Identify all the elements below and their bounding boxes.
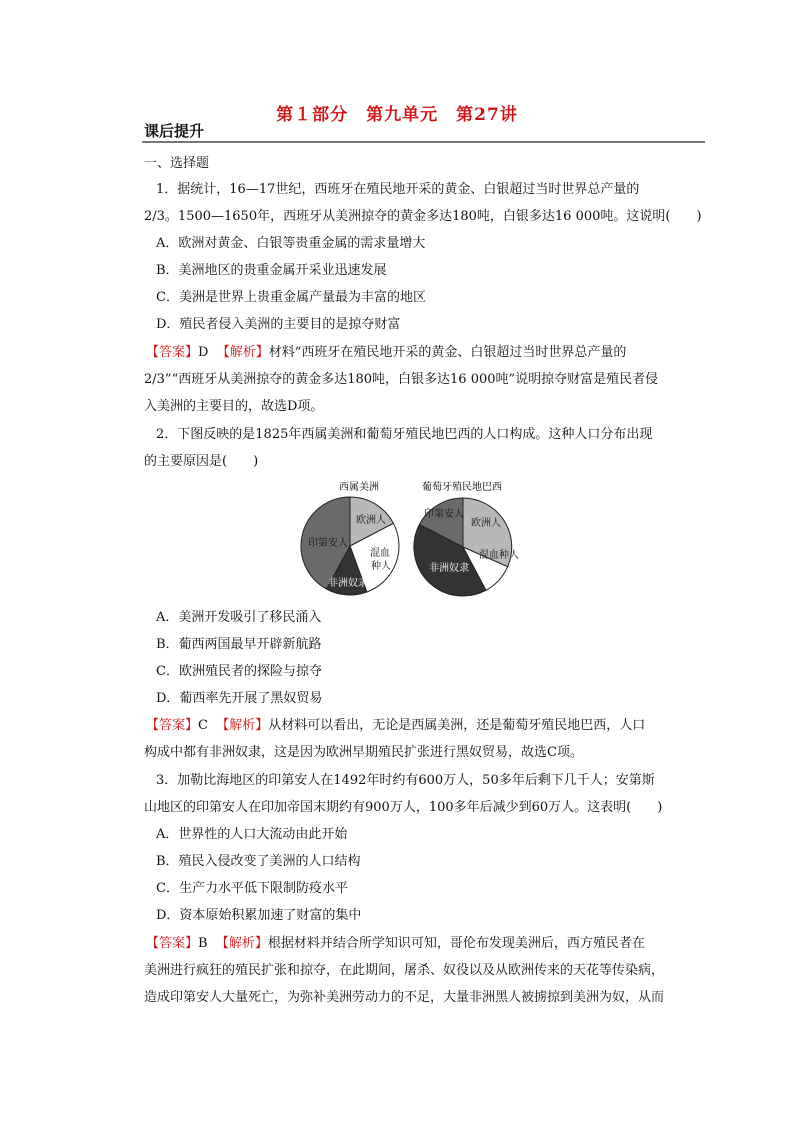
analysis-text: 根据材料并结合所学知识可知，哥伦布发现美洲后，西方殖民者在	[267, 936, 645, 951]
q2-option-c: C．欧洲殖民者的探险与掠夺	[156, 664, 322, 679]
q3-option-c: C．生产力水平低下限制防疫水平	[156, 881, 348, 896]
left-label-slaves: 非洲奴隶	[328, 578, 368, 589]
right-pie-title: 葡萄牙殖民地巴西	[422, 482, 502, 493]
analysis-tag: 【解析】	[216, 345, 269, 360]
population-pie-figure	[295, 480, 520, 600]
right-label-slaves: 非洲奴隶	[429, 563, 469, 574]
q1-option-a: A．欧洲对黄金、白银等贵重金属的需求量增大	[156, 236, 426, 251]
analysis-text: 从材料可以看出，无论是西属美洲，还是葡萄牙殖民地巴西，人口	[268, 718, 646, 733]
q1-stem-line-1: 1．据统计，16—17世纪，西班牙在殖民地开采的黄金、白银超过当时世界总产量的	[156, 182, 640, 197]
q3-stem-line-2: 山地区的印第安人在印加帝国末期约有900万人，100多年后减少到60万人。这表明( )	[144, 800, 663, 815]
right-label-europeans: 欧洲人	[471, 518, 501, 529]
left-label-europeans: 欧洲人	[356, 515, 386, 526]
q2-option-b: B．葡西两国最早开辟新航路	[156, 637, 322, 652]
q3-answer-line	[146, 936, 645, 952]
analysis-tag: 【解析】	[216, 718, 269, 733]
q1-analysis-line-3: 入美洲的主要目的，故选D项。	[144, 399, 324, 414]
right-label-indians: 印第安人	[424, 509, 464, 520]
q2-analysis-line-2: 构成中都有非洲奴隶，这是因为欧洲早期殖民扩张进行黑奴贸易，故选C项。	[144, 745, 583, 760]
answer-tag: 【答案】	[146, 936, 199, 951]
answer-value: B	[198, 936, 208, 951]
answer-value: D	[198, 345, 209, 360]
q3-analysis-line-3: 造成印第安人大量死亡，为弥补美洲劳动力的不足，大量非洲黑人被掳掠到美洲为奴，从而	[144, 990, 665, 1005]
analysis-tag: 【解析】	[215, 936, 268, 951]
q3-option-b: B．殖民入侵改变了美洲的人口结构	[156, 854, 361, 869]
q2-option-d: D．葡西率先开展了黑奴贸易	[156, 691, 323, 706]
q3-option-d: D．资本原始积累加速了财富的集中	[156, 908, 362, 923]
q3-option-a: A．世界性的人口大流动由此开始	[156, 827, 348, 842]
answer-tag: 【答案】	[146, 345, 199, 360]
part-heading: 一、选择题	[144, 156, 210, 171]
q1-stem-line-2: 2/3。1500—1650年，西班牙从美洲掠夺的黄金多达180吨，白银多达16 000吨。这说明( )	[144, 209, 702, 224]
q2-answer-line	[146, 718, 645, 734]
q1-analysis-line-2: 2/3”“西班牙从美洲掠夺的黄金多达180吨，白银多达16 000吨”说明掠夺财富是殖民者侵	[144, 372, 659, 387]
pie-charts	[295, 480, 520, 600]
q3-stem-line-1: 3．加勒比海地区的印第安人在1492年时约有600万人，50多年后剩下几千人；安第斯	[156, 773, 655, 788]
left-label-mixed-1: 混血	[370, 548, 390, 559]
page-title: 第１部分 第九单元 第27讲	[276, 105, 518, 125]
analysis-text: 材料“西班牙在殖民地开采的黄金、白银超过当时世界总产量的	[268, 345, 627, 360]
left-label-mixed-2: 种人	[371, 561, 391, 572]
answer-value: C	[198, 718, 208, 733]
q2-option-a: A．美洲开发吸引了移民涌入	[156, 610, 322, 625]
answer-tag: 【答案】	[146, 718, 199, 733]
q2-stem-line-2: 的主要原因是( )	[144, 454, 259, 469]
q1-option-c: C．美洲是世界上贵重金属产量最为丰富的地区	[156, 290, 426, 305]
q1-option-d: D．殖民者侵入美洲的主要目的是掠夺财富	[156, 317, 401, 332]
q2-stem-line-1: 2．下图反映的是1825年西属美洲和葡萄牙殖民地巴西的人口构成。这种人口分布出现	[156, 427, 653, 442]
header-divider	[142, 141, 705, 143]
right-label-mixed: 混血种人	[479, 550, 519, 561]
left-label-indians: 印第安人	[308, 538, 348, 549]
q3-analysis-line-2: 美洲进行疯狂的殖民扩张和掠夺，在此期间，屠杀、奴役以及从欧洲传来的天花等传染病，	[144, 963, 665, 978]
section-heading: 课后提升	[144, 122, 205, 140]
q1-answer-line	[146, 345, 626, 361]
q1-option-b: B．美洲地区的贵重金属开采业迅速发展	[156, 263, 387, 278]
left-pie-title: 西属美洲	[339, 482, 379, 493]
